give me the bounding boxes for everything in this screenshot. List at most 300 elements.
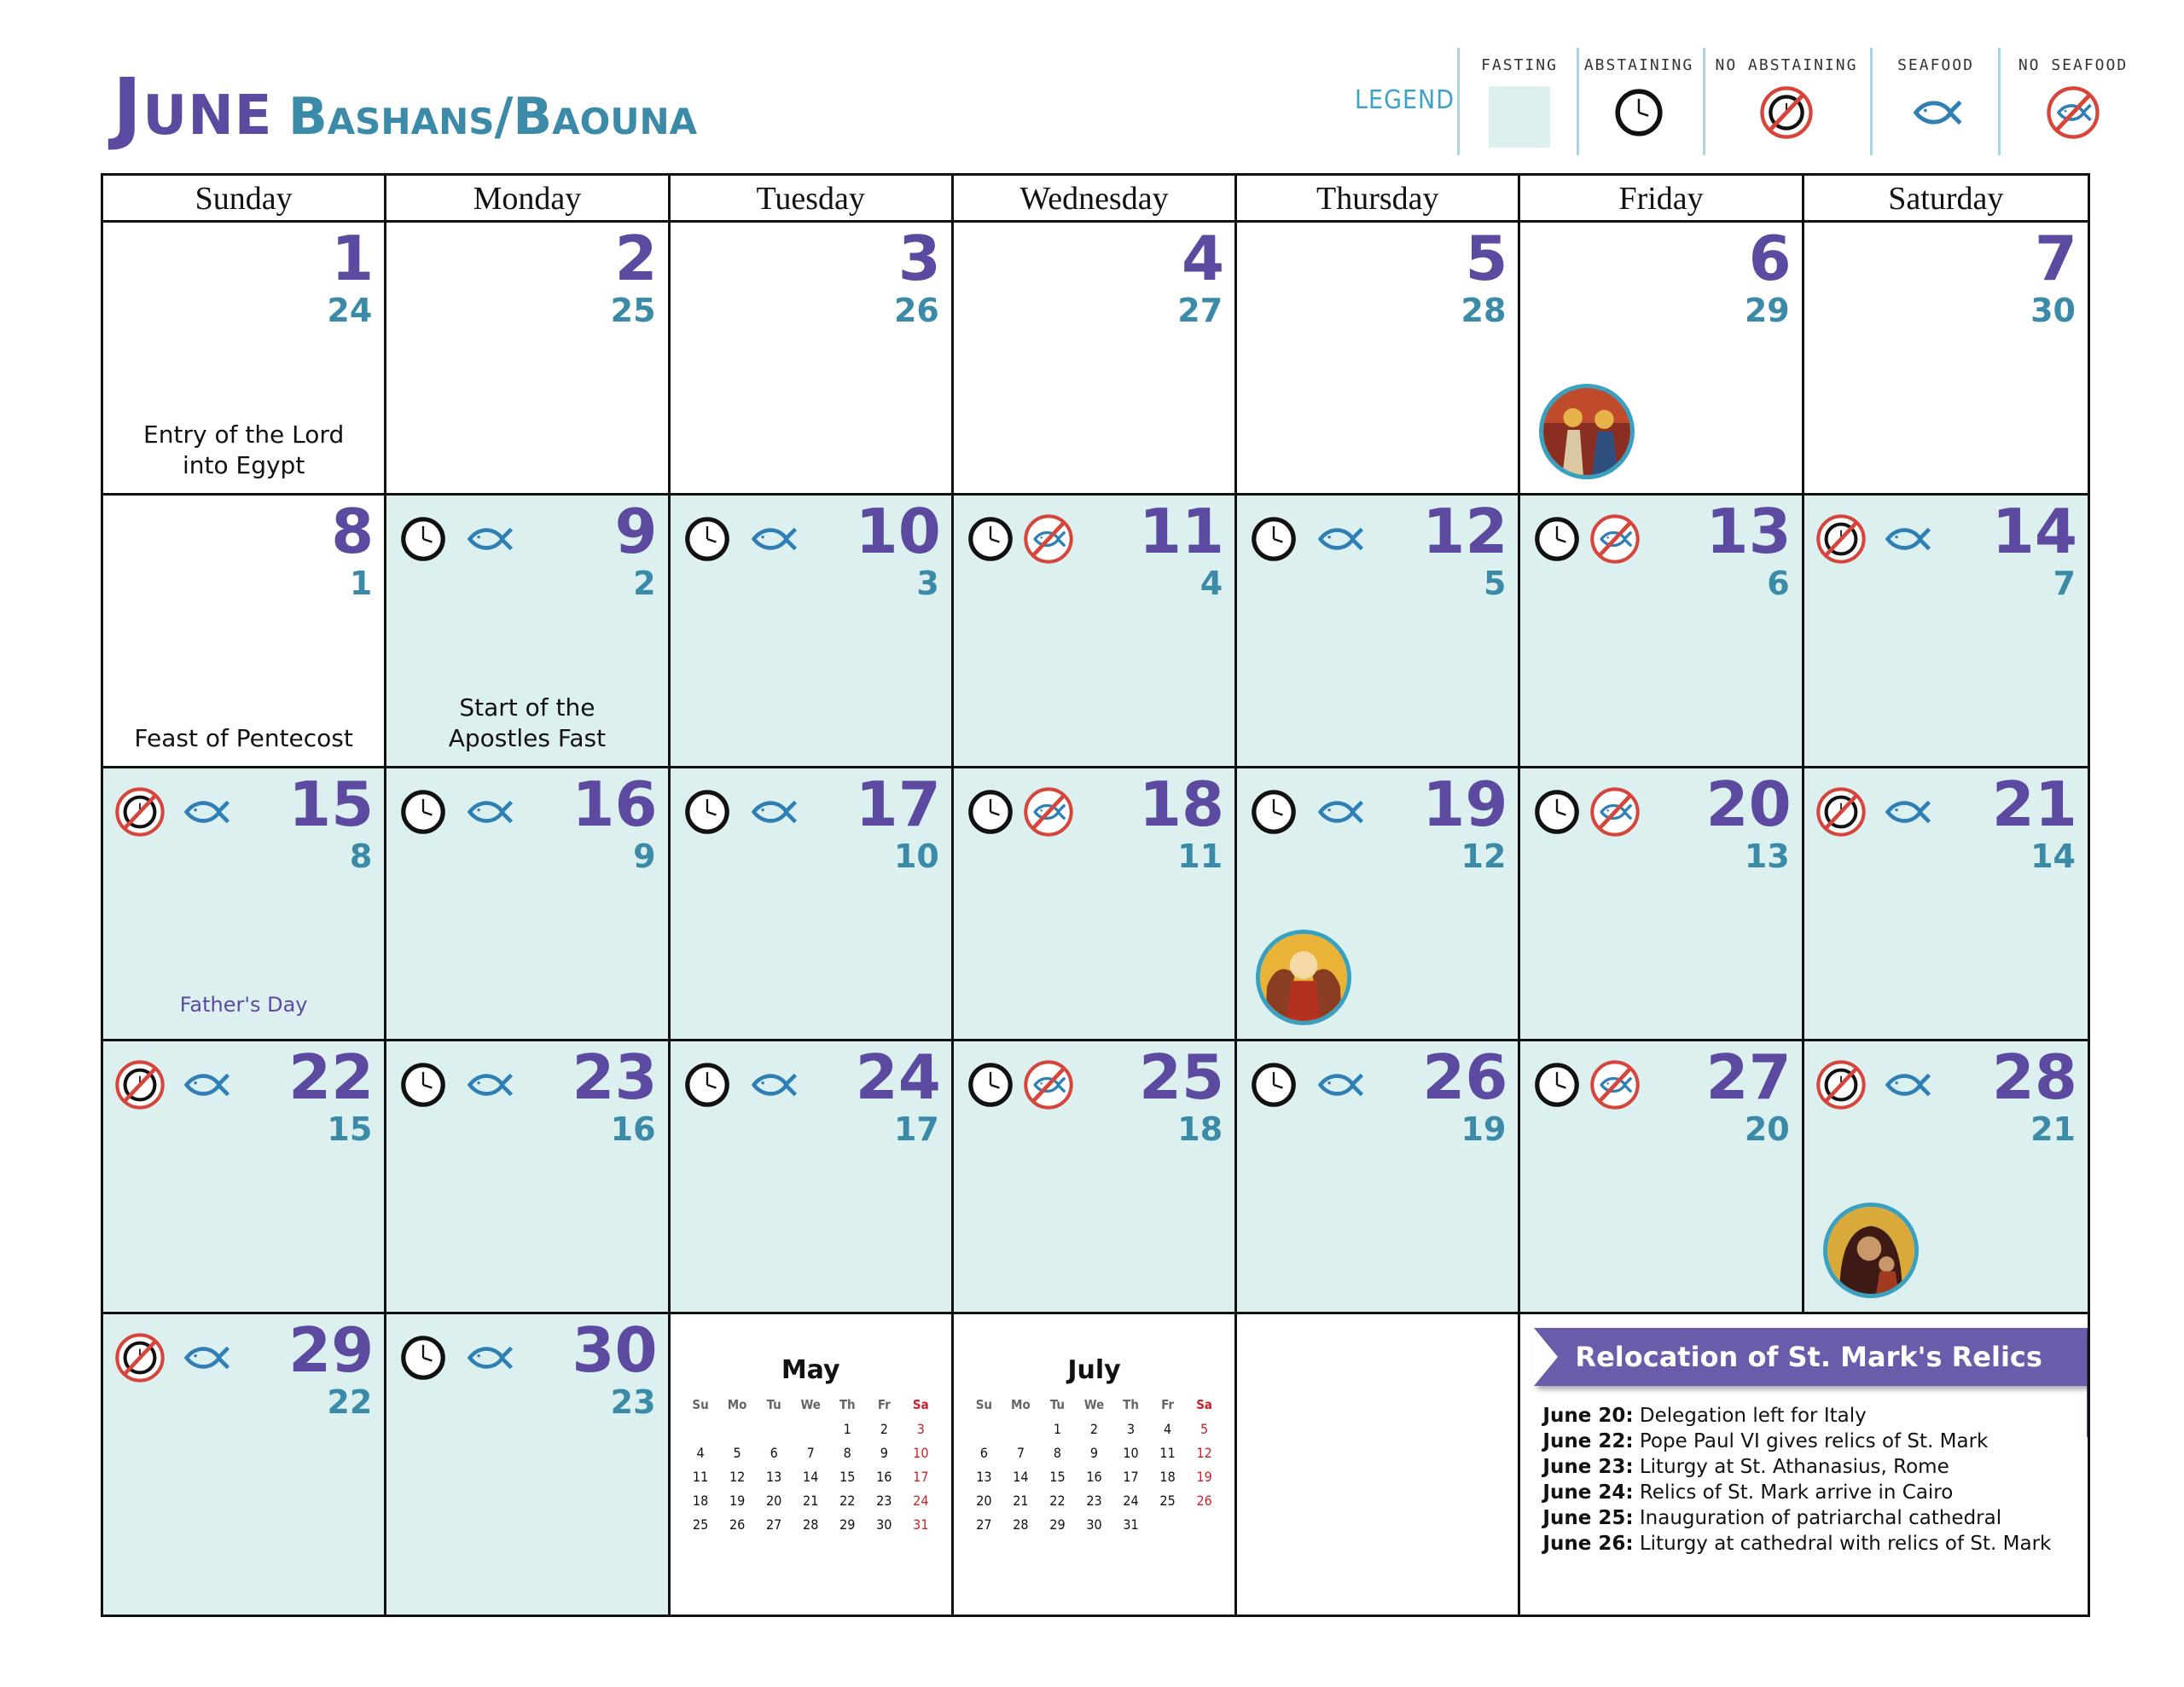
fish-icon [1307,1060,1371,1114]
coptic-day-number: 20 [1744,1110,1790,1148]
coptic-day-number: 18 [1177,1110,1223,1148]
mini-day: 27 [766,1516,782,1533]
no-fish-icon [1024,1060,1073,1114]
weekday-header-monday: Monday [386,176,670,222]
legend-no-seafood-label: NO SEAFOOD [2018,56,2129,74]
mini-day: 5 [1200,1421,1209,1437]
page-title [113,61,697,155]
mini-day: 16 [876,1469,892,1485]
clock-icon [398,1333,448,1387]
relics-entry [1542,1480,2081,1505]
mini-day [793,1421,829,1438]
legend-seafood-label: SEAFOOD [1897,56,1974,74]
relics-entry-text: Delegation left for Italy [1633,1405,1867,1427]
day-cell-15 [103,768,386,1039]
day-number: 16 [572,768,658,840]
legend-label: LEGEND [1355,85,1455,115]
day-number: 25 [1138,1041,1225,1113]
mini-day [756,1421,793,1438]
day-cell-13 [1520,496,1804,766]
clock-icon [682,787,732,841]
banner-ribbon-tail [2087,1328,2088,1437]
clock-icon [1532,1060,1582,1114]
mini-day: 9 [1089,1445,1099,1461]
fish-icon [173,1060,237,1114]
day-number: 22 [288,1041,375,1113]
day-event-label: Start of the Apostles Fast [448,693,607,752]
relics-entry-text: Inauguration of patriarchal cathedral [1633,1507,2002,1529]
mini-day: 19 [1196,1469,1212,1485]
fish-icon [173,1333,237,1387]
fasting-rule-icons [1532,787,1640,841]
legend-abstaining [1575,56,1703,143]
mini-weekday-header: Sa [912,1397,929,1412]
fasting-rule-icons [682,1060,804,1114]
day-cell-2 [386,223,670,493]
day-number: 21 [1991,768,2077,840]
no-fish-icon [1590,787,1640,841]
mini-day: 13 [766,1469,782,1485]
day-cell-1 [103,223,386,493]
day-cell-25 [954,1041,1237,1312]
coptic-day-number: 4 [1199,565,1223,602]
day-number: 8 [331,496,375,567]
day-cell-3 [671,223,954,493]
coptic-day-number: 23 [610,1383,656,1421]
day-number: 14 [1991,496,2077,567]
coptic-day-number: 25 [610,292,656,329]
relics-entry-date: June 25: [1542,1507,1634,1529]
mini-day: 18 [1159,1469,1176,1485]
no-fish-icon [1024,787,1073,841]
coptic-day-number: 30 [2030,292,2076,329]
coptic-day-number: 29 [1744,292,1790,329]
day-cell-4 [954,223,1237,493]
relics-banner-title: Relocation of St. Mark's Relics [1534,1328,2087,1386]
relics-entry-text: Liturgy at cathedral with relics of St. Mark [1633,1533,2052,1555]
fasting-rule-icons [115,1333,237,1387]
mini-day: 5 [733,1445,741,1461]
clock-icon [682,514,732,568]
day-number: 2 [614,223,658,294]
weekday-header-saturday: Saturday [1888,181,2004,217]
mini-day [966,1421,1002,1438]
clock-icon [966,514,1015,568]
no-fish-icon [1590,1060,1640,1114]
mini-calendar [682,1355,939,1533]
coptic-day-number: 3 [916,565,939,602]
day-number: 28 [1991,1041,2077,1113]
mini-day: 3 [1126,1421,1136,1437]
day-number: 11 [1138,496,1225,567]
mini-day: 22 [839,1493,856,1509]
mini-day: 15 [839,1469,856,1485]
mini-day: 23 [1086,1493,1102,1509]
day-cell-5 [1237,223,1520,493]
day-cell-22 [103,1041,386,1312]
coptic-day-number: 7 [2053,565,2076,602]
fasting-rule-icons [682,787,804,841]
day-cell-26 [1237,1041,1520,1312]
relics-entry-date: June 26: [1542,1533,1634,1555]
mini-day: 30 [876,1516,892,1533]
weekday-header-row [103,176,2088,223]
mini-day: 8 [1053,1445,1062,1461]
mini-day: 24 [913,1493,929,1509]
week-row [103,223,2088,496]
mini-day: 14 [1013,1469,1029,1485]
legend-no-seafood [1996,56,2150,143]
no-clock-icon [115,1060,165,1114]
no-fish-icon [1024,514,1073,568]
mini-day: 22 [1049,1493,1066,1509]
mini-day: 19 [729,1493,746,1509]
mini-day: 1 [1053,1421,1062,1437]
no-clock-icon [1816,1060,1866,1114]
day-number: 7 [2034,223,2077,294]
mini-day: 15 [1049,1469,1066,1485]
clock-icon [1532,514,1582,568]
mini-calendar-may [671,1314,954,1615]
mini-day: 20 [766,1493,782,1509]
relics-entry [1542,1403,2081,1429]
fasting-rule-icons [1532,1060,1640,1114]
mini-day: 13 [976,1469,992,1485]
mini-calendar-grid [966,1397,1223,1533]
coptic-day-number: 10 [893,838,939,875]
mini-day: 1 [843,1421,851,1437]
fasting-rule-icons [682,514,804,568]
mini-day: 18 [692,1493,709,1509]
day-cell-16 [386,768,670,1039]
mini-day: 10 [1123,1445,1139,1461]
mini-day: 20 [976,1493,992,1509]
mini-day: 12 [1196,1445,1212,1461]
coptic-day-number: 6 [1767,565,1790,602]
mini-weekday-header: We [1083,1397,1105,1412]
coptic-day-number: 24 [327,292,373,329]
mini-day: 30 [1086,1516,1102,1533]
mini-day: 31 [913,1516,929,1533]
mini-day: 26 [729,1516,746,1533]
weekday-header-friday: Friday [1520,176,1804,222]
day-event-label: Father's Day [179,993,308,1017]
month-title: June [113,61,273,153]
mini-weekday-header: Tu [1049,1397,1066,1412]
no-clock-icon [1816,514,1866,568]
mini-weekday-header: Fr [877,1397,891,1412]
no-clock-icon [1701,86,1872,143]
day-number: 12 [1422,496,1508,567]
mini-weekday-header: Mo [1011,1397,1031,1412]
mini-day: 24 [1123,1493,1139,1509]
mini-day: 14 [803,1469,819,1485]
day-number: 24 [855,1041,941,1113]
mini-day: 25 [692,1516,709,1533]
legend-seafood [1872,56,2000,143]
day-number: 19 [1422,768,1508,840]
week-row [103,1314,2088,1615]
day-cell-29 [103,1314,386,1615]
relics-entry-text: Relics of St. Mark arrive in Cairo [1633,1481,1954,1504]
fish-icon [456,514,520,568]
day-cell-21 [1804,768,2088,1039]
legend-fasting [1455,56,1583,148]
fasting-rule-icons [398,1333,520,1387]
weekday-header-wednesday: Wednesday [954,176,1237,222]
day-number: 3 [897,223,941,294]
day-number: 15 [288,768,375,840]
weekday-header-sunday: Sunday [103,176,386,222]
no-fish-icon [1590,514,1640,568]
mini-weekday-header: Sa [1196,1397,1213,1412]
legend-abstaining-label: ABSTAINING [1583,56,1694,74]
fasting-rule-icons [398,514,520,568]
fasting-rule-icons [398,1060,520,1114]
mini-day: 21 [803,1493,819,1509]
day-cell-8 [103,496,386,766]
no-clock-icon [115,1333,165,1387]
mini-day: 17 [1123,1469,1139,1485]
fish-icon [173,787,237,841]
mini-weekday-header: Fr [1161,1397,1175,1412]
day-number: 29 [288,1314,375,1386]
relics-entry-date: June 22: [1542,1430,1634,1452]
relics-entry-date: June 24: [1542,1481,1634,1504]
weekday-header-thursday: Thursday [1237,176,1520,222]
fasting-rule-icons [1816,514,1938,568]
fasting-swatch [1489,86,1550,148]
mini-day: 7 [806,1445,815,1461]
fasting-rule-icons [398,787,520,841]
day-number: 5 [1465,223,1508,294]
day-cell-28 [1804,1041,2088,1312]
day-number: 1 [331,223,375,294]
day-number: 6 [1748,223,1792,294]
day-cell-27 [1520,1041,1804,1312]
mini-day: 9 [880,1445,888,1461]
fasting-rule-icons [1249,514,1371,568]
mini-weekday-header: We [800,1397,821,1412]
mini-weekday-header: Su [692,1397,709,1412]
relics-entry-text: Liturgy at St. Athanasius, Rome [1633,1456,1949,1478]
relics-entry [1542,1429,2081,1454]
no-clock-icon [1816,787,1866,841]
fish-icon [1307,514,1371,568]
annunciation-icon [1539,384,1635,479]
mini-calendar-july [954,1314,1237,1615]
clock-icon [1249,1060,1298,1114]
mini-day: 11 [692,1469,709,1485]
day-number: 13 [1705,496,1792,567]
day-number: 27 [1705,1041,1792,1113]
archangel-icon [1256,930,1351,1025]
week-row [103,768,2088,1041]
relics-entry [1542,1505,2081,1531]
fish-icon [1874,787,1938,841]
no-clock-icon [115,787,165,841]
mini-day: 11 [1159,1445,1176,1461]
relics-timeline [1542,1403,2081,1557]
fasting-rule-icons [966,1060,1073,1114]
day-number: 17 [855,768,941,840]
mini-day: 4 [696,1445,705,1461]
mini-day: 23 [876,1493,892,1509]
mini-weekday-header: Th [839,1397,856,1412]
clock-icon [398,514,448,568]
relics-entry-date: June 20: [1542,1405,1634,1427]
day-cell-18 [954,768,1237,1039]
fish-icon [1874,514,1938,568]
fasting-rule-icons [115,1060,237,1114]
fish-icon [1307,787,1371,841]
fasting-rule-icons [1816,1060,1938,1114]
day-cell-19 [1237,768,1520,1039]
day-number: 26 [1422,1041,1508,1113]
mini-calendar-title: May [781,1355,840,1385]
mini-day: 29 [1049,1516,1066,1533]
fish-icon [1872,86,2000,143]
mini-day: 21 [1013,1493,1029,1509]
day-cell-11 [954,496,1237,766]
coptic-day-number: 11 [1177,838,1223,875]
mini-calendar-grid [682,1397,939,1533]
coptic-months-title: Bashans/Baouna [288,87,698,147]
coptic-day-number: 14 [2030,838,2076,875]
legend-fasting-label: FASTING [1481,56,1558,74]
mini-day: 29 [839,1516,856,1533]
coptic-day-number: 8 [349,838,373,875]
coptic-day-number: 13 [1744,838,1790,875]
coptic-day-number: 22 [327,1383,373,1421]
mini-day: 31 [1123,1516,1139,1533]
coptic-day-number: 15 [327,1110,373,1148]
mini-calendar [966,1355,1223,1533]
theotokos-icon [1823,1203,1919,1298]
day-cell-10 [671,496,954,766]
coptic-day-number: 28 [1461,292,1507,329]
mini-weekday-header: Mo [727,1397,747,1412]
day-cell-24 [671,1041,954,1312]
mini-day: 4 [1163,1421,1172,1437]
weekday-header-tuesday: Tuesday [671,176,954,222]
day-cell-7 [1804,223,2088,493]
relics-entry-text: Pope Paul VI gives relics of St. Mark [1633,1430,1989,1452]
fasting-rule-icons [1532,514,1640,568]
mini-day: 28 [803,1516,819,1533]
mini-day: 7 [1016,1445,1025,1461]
fish-icon [741,787,804,841]
day-cell-14 [1804,496,2088,766]
day-cell-20 [1520,768,1804,1039]
day-cell-23 [386,1041,670,1312]
day-cell-6 [1520,223,1804,493]
mini-day: 2 [1089,1421,1099,1437]
fasting-rule-icons [966,514,1073,568]
mini-day: 10 [913,1445,929,1461]
mini-day: 8 [843,1445,851,1461]
clock-icon [1249,787,1298,841]
day-number: 4 [1182,223,1225,294]
fish-icon [1874,1060,1938,1114]
coptic-day-number: 1 [349,565,373,602]
coptic-day-number: 27 [1177,292,1223,329]
week-row [103,1041,2088,1314]
day-number: 18 [1138,768,1225,840]
mini-day: 27 [976,1516,992,1533]
day-cell-17 [671,768,954,1039]
mini-weekday-header: Tu [766,1397,781,1412]
mini-day: 12 [729,1469,746,1485]
mini-day [1002,1421,1039,1438]
day-cell-30 [386,1314,670,1615]
relics-entry-date: June 23: [1542,1456,1634,1478]
legend-no-abstaining-label: NO ABSTAINING [1715,56,1858,74]
day-number: 20 [1705,768,1792,840]
relics-entry [1542,1531,2081,1557]
mini-day: 17 [913,1469,929,1485]
mini-day: 16 [1086,1469,1102,1485]
day-event-label: Feast of Pentecost [134,724,353,752]
legend-no-abstaining [1701,56,1872,143]
calendar-weeks [103,223,2088,1615]
fish-icon [456,1060,520,1114]
no-fish-icon [1996,86,2150,143]
fish-icon [741,1060,804,1114]
day-cell-12 [1237,496,1520,766]
mini-weekday-header: Su [975,1397,993,1412]
clock-icon [966,787,1015,841]
mini-day: 6 [979,1445,988,1461]
coptic-day-number: 2 [633,565,656,602]
coptic-day-number: 9 [633,838,656,875]
fasting-rule-icons [966,787,1073,841]
clock-icon [1249,514,1298,568]
relics-panel [1520,1314,2088,1615]
coptic-day-number: 5 [1483,565,1507,602]
coptic-day-number: 26 [893,292,939,329]
clock-icon [682,1060,732,1114]
day-number: 9 [614,496,658,567]
day-cell-9 [386,496,670,766]
coptic-day-number: 12 [1461,838,1507,875]
mini-day [682,1421,719,1438]
empty-cell [1237,1314,1520,1615]
fish-icon [456,1333,520,1387]
day-event-label: Entry of the Lord into Egypt [143,420,345,479]
mini-day: 26 [1196,1493,1212,1509]
mini-day: 25 [1159,1493,1176,1509]
week-row [103,496,2088,768]
fish-icon [456,787,520,841]
fasting-rule-icons [1249,787,1371,841]
fish-icon [741,514,804,568]
mini-weekday-header: Th [1123,1397,1139,1412]
day-number: 10 [855,496,941,567]
day-number: 23 [572,1041,658,1113]
relics-entry [1542,1454,2081,1480]
mini-day [719,1421,756,1438]
clock-icon [966,1060,1015,1114]
mini-day: 3 [916,1421,925,1437]
fasting-rule-icons [115,787,237,841]
mini-calendar-title: July [1067,1355,1121,1385]
coptic-day-number: 17 [893,1110,939,1148]
coptic-day-number: 21 [2030,1110,2076,1148]
coptic-day-number: 16 [610,1110,656,1148]
clock-icon [1532,787,1582,841]
coptic-day-number: 19 [1461,1110,1507,1148]
